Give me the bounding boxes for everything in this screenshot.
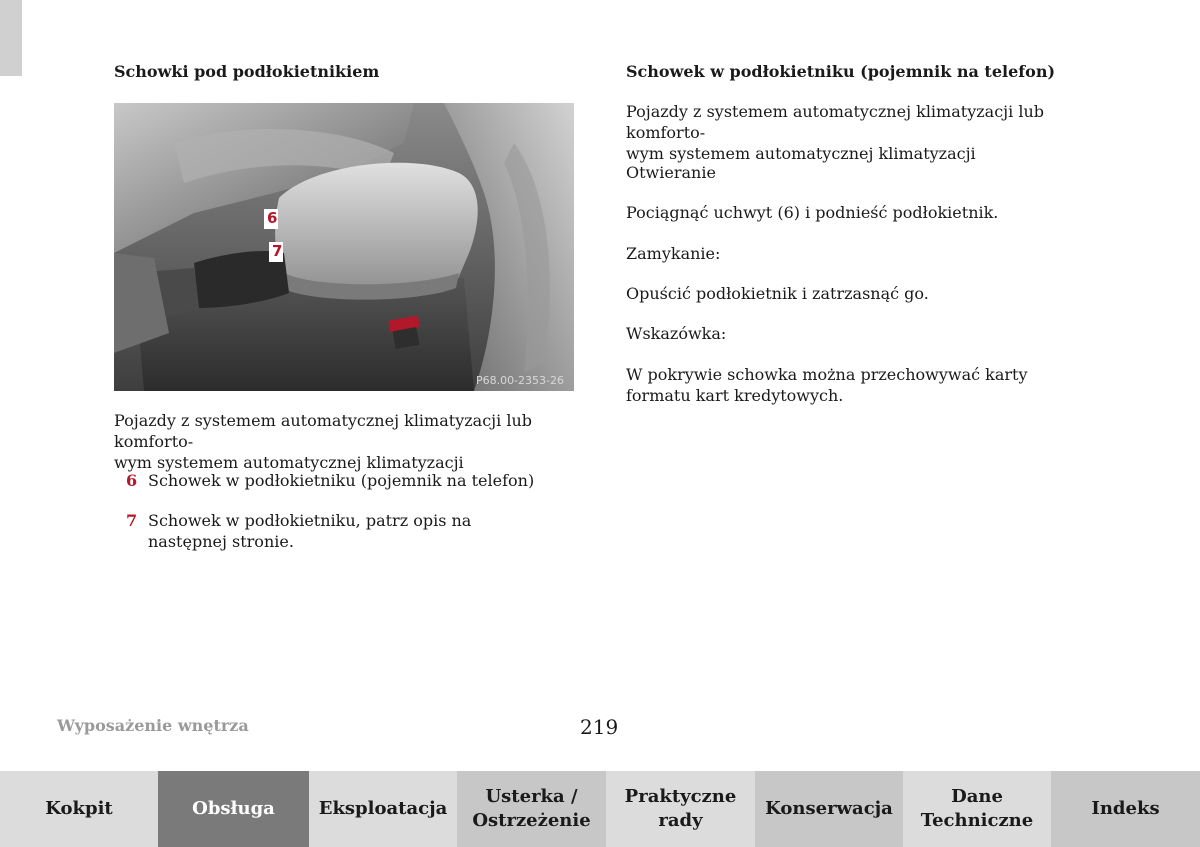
tab-obsluga[interactable]: Obsługa: [158, 771, 309, 847]
open-instruction: Pociągnąć uchwyt (6) i podnieść podłokietnik.: [626, 203, 999, 222]
note-text: W pokrywie schowka można przechowywać karty formatu kart kredytowych.: [626, 365, 1028, 405]
legend-text: Schowek w podłokietniku (pojemnik na telefon): [148, 471, 535, 490]
right-intro-line2: wym systemem automatycznej klimatyzacji: [626, 144, 976, 163]
page-number: 219: [580, 715, 619, 739]
chapter-nav: [0, 771, 1200, 847]
note-label: Wskazówka:: [626, 324, 727, 343]
tab-indeks[interactable]: Indeks: [1051, 771, 1200, 847]
tab-usterka[interactable]: Usterka / Ostrzeżenie: [457, 771, 606, 847]
tab-kokpit[interactable]: Kokpit: [0, 771, 158, 847]
right-intro-line1: Pojazdy z systemem automatycznej klimatyzacji lub komforto-: [626, 102, 1044, 142]
section-title: Wyposażenie wnętrza: [57, 716, 249, 735]
callout-7: 7: [272, 242, 283, 260]
right-intro: [626, 101, 1096, 164]
legend-text: Schowek w podłokietniku, patrz opis na następnej stronie.: [148, 511, 472, 551]
tab-dane-techniczne[interactable]: Dane Techniczne: [903, 771, 1051, 847]
closing-label: Zamykanie:: [626, 244, 721, 263]
corner-tab: [0, 0, 22, 76]
left-intro: [114, 410, 584, 473]
tab-praktyczne-rady[interactable]: Praktyczne rady: [606, 771, 755, 847]
armrest-figure: [114, 103, 574, 391]
close-instruction: Opuścić podłokietnik i zatrzasnąć go.: [626, 284, 929, 303]
callout-6: 6: [267, 209, 278, 227]
tab-eksploatacja[interactable]: Eksploatacja: [309, 771, 457, 847]
legend-number: 7: [126, 511, 138, 530]
left-heading: Schowki pod podłokietnikiem: [114, 62, 380, 81]
right-heading: Schowek w podłokietniku (pojemnik na telefon): [626, 62, 1056, 81]
armrest-illustration: [114, 103, 574, 391]
left-intro-line2: wym systemem automatycznej klimatyzacji: [114, 453, 464, 472]
opening-label: Otwieranie: [626, 163, 716, 182]
image-code: P68.00-2353-26: [475, 374, 564, 387]
tab-konserwacja[interactable]: Konserwacja: [755, 771, 903, 847]
left-intro-line1: Pojazdy z systemem automatycznej klimatyzacji lub komforto-: [114, 411, 532, 451]
legend-number: 6: [126, 471, 138, 490]
